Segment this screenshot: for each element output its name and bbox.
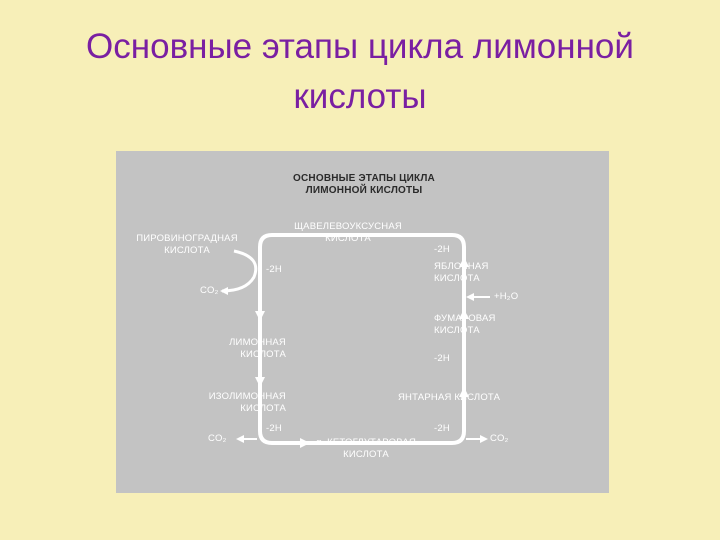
arrow-down-isocitric (255, 377, 265, 387)
pyruvic-acid-line-2: КИСЛОТА (164, 245, 210, 256)
isocitric-co2: CO₂ (208, 433, 227, 444)
isocitric-acid-line-2: КИСЛОТА (240, 403, 286, 414)
slide-title-line-1: Основные этапы цикла лимонной (86, 27, 634, 66)
entry-co2: CO₂ (200, 285, 219, 296)
isocitric-acid-label (176, 391, 286, 415)
citric-acid-label (176, 337, 286, 361)
pyruvate-entry-arrow (222, 251, 256, 291)
oxaloacetic-acid-label (278, 221, 418, 245)
ketoglutaric-acid-line-1: α–КЕТОГЛУТАРОВАЯ (315, 437, 417, 448)
diagram-heading-line-2: ЛИМОННОЙ КИСЛОТЫ (305, 185, 423, 196)
fumaric-acid-label (434, 313, 496, 337)
citric-acid-line-2: КИСЛОТА (240, 349, 286, 360)
slide-title (0, 22, 720, 122)
entry-minus-2h: -2H (266, 264, 282, 275)
malic-minus-2h: -2H (434, 244, 450, 255)
diagram-heading-line-1: ОСНОВНЫЕ ЭТАПЫ ЦИКЛА (293, 173, 435, 184)
fumaric-acid-line-1: ФУМАРОВАЯ (434, 313, 496, 324)
succinic-acid-label: ЯНТАРНАЯ КИСЛОТА (398, 392, 501, 403)
diagram-heading (264, 173, 464, 197)
fumaric-acid-line-2: КИСЛОТА (434, 325, 480, 336)
ketoglutaric-acid-line-2: КИСЛОТА (343, 449, 389, 460)
citric-acid-cycle-diagram (116, 151, 609, 493)
malic-acid-line-1: ЯБЛОЧНАЯ (434, 261, 489, 272)
plus-h2o-label: +H₂O (494, 291, 519, 302)
pyruvic-acid-label (122, 233, 252, 257)
ketoglutaric-co2: CO₂ (490, 433, 509, 444)
pyruvic-acid-line-1: ПИРОВИНОГРАДНАЯ (136, 233, 238, 244)
succinic-minus-2h: -2H (434, 353, 450, 364)
citric-acid-line-1: ЛИМОННАЯ (229, 337, 286, 348)
ketoglutaric-minus-2h: -2H (434, 423, 450, 434)
oxaloacetic-acid-line-1: ЩАВЕЛЕВОУКСУСНАЯ (294, 221, 402, 232)
malic-acid-label (434, 261, 489, 285)
arrow-down-citric (255, 311, 265, 321)
slide-title-line-2: кислоты (293, 77, 427, 116)
isocitric-acid-line-1: ИЗОЛИМОННАЯ (208, 391, 286, 402)
oxaloacetic-acid-line-2: КИСЛОТА (325, 233, 371, 244)
ketoglutaric-acid-label (296, 437, 436, 461)
malic-acid-line-2: КИСЛОТА (434, 273, 480, 284)
isocitric-minus-2h: -2H (266, 423, 282, 434)
